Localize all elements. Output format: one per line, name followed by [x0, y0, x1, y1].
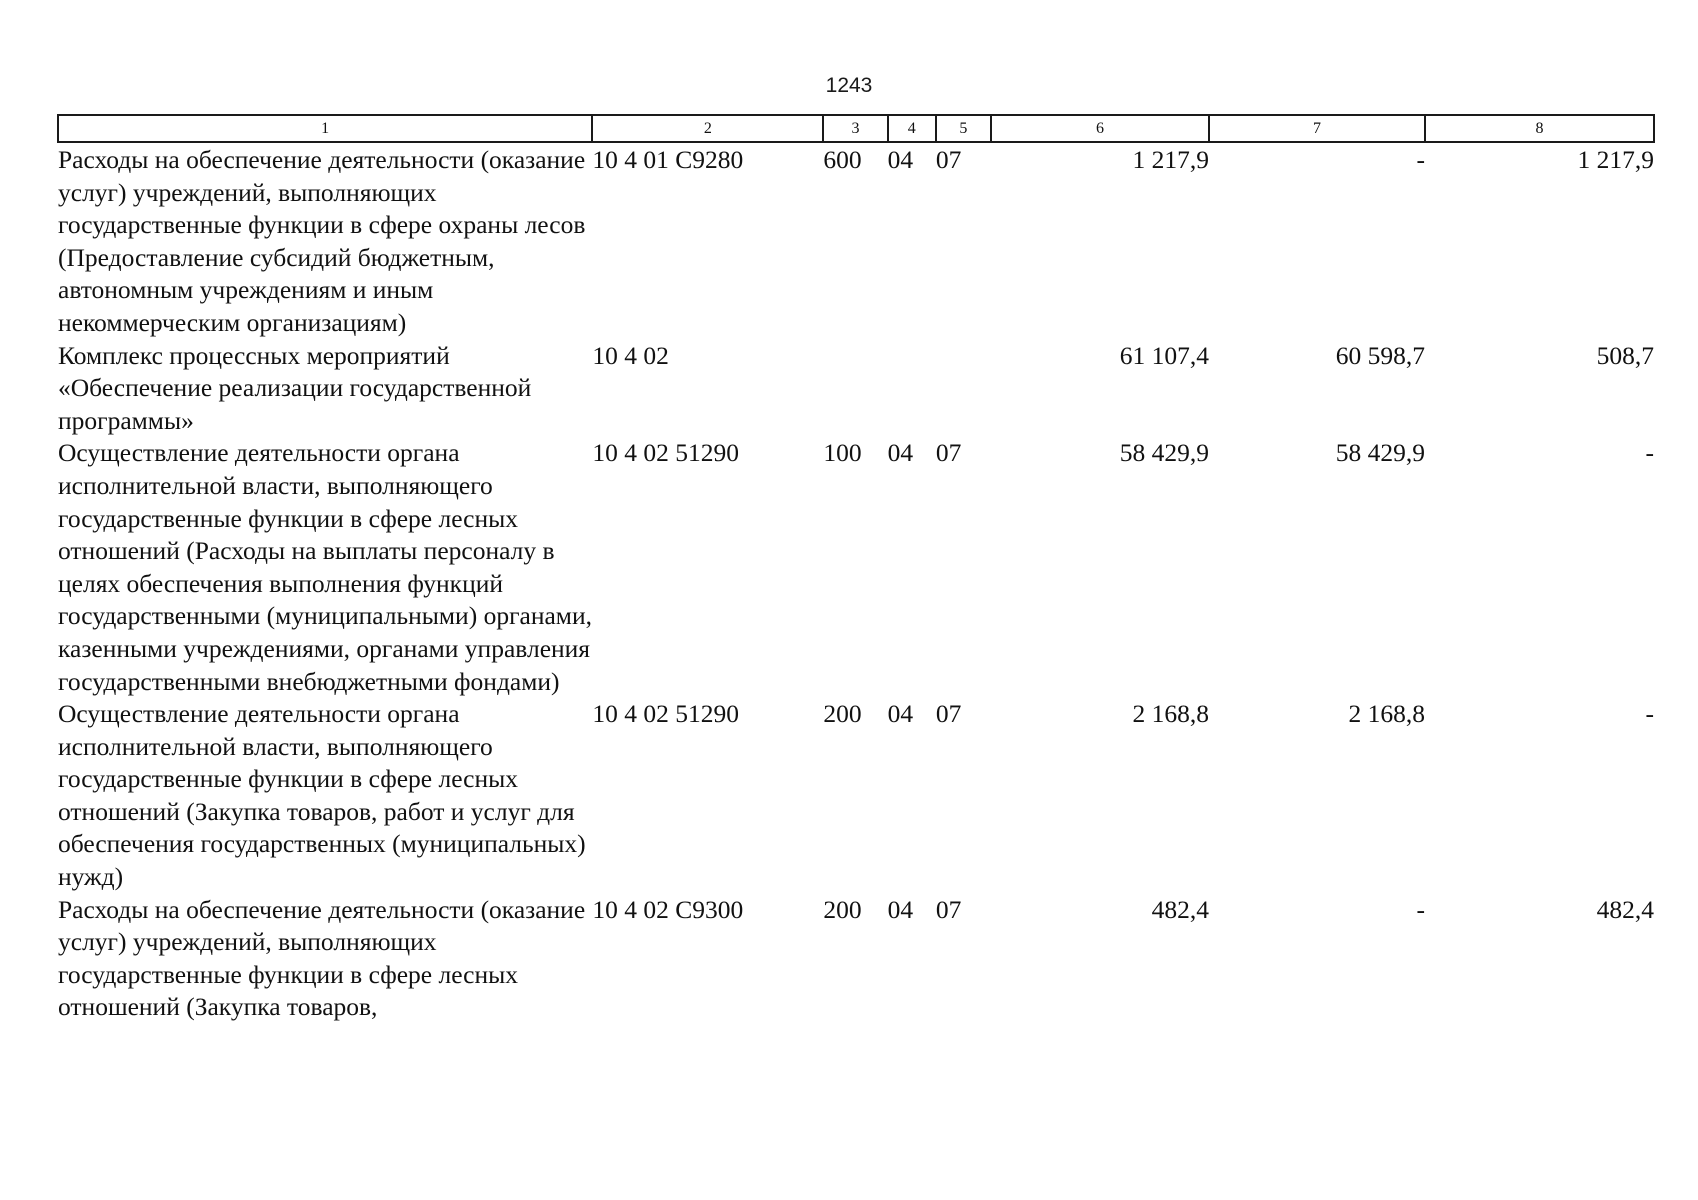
row-col6: 482,4 [1151, 894, 1209, 924]
row-col7: 60 598,7 [1335, 340, 1425, 370]
row-col8: 482,4 [1596, 894, 1654, 924]
header-row [58, 115, 1654, 142]
column-header: 5 [936, 115, 991, 142]
row-description: Осуществление деятельности органа исполнительной власти, выполняющего государственные функции в сфере лесных отношений (Расходы на выплаты персоналу в целях обеспечения выполнения функций государственными (муниципальными) органами, казенными учреждениями, органами управления государственными внебюджетными фондами) [58, 438, 592, 696]
column-header: 7 [1209, 115, 1425, 142]
row-col5: 07 [935, 894, 962, 924]
row-col3: 600 [823, 145, 862, 174]
table-row [58, 437, 1654, 698]
row-col4: 04 [887, 699, 914, 729]
row-col4: 04 [887, 438, 914, 468]
row-col6: 2 168,8 [1132, 699, 1209, 729]
row-col7: - [1416, 894, 1425, 924]
row-col3: 200 [823, 699, 862, 729]
row-code: 10 4 02 51290 [592, 699, 739, 729]
row-description: Осуществление деятельности органа исполнительной власти, выполняющего государственные функции в сфере лесных отношений (Закупка товаров, работ и услуг для обеспечения государственных (муниципальных) нужд) [58, 699, 586, 892]
row-description: Расходы на обеспечение деятельности (оказание услуг) учреждений, выполняющих государственные функции в сфере охраны лесов (Предоставление субсидий бюджетным, автономным учреждениям и иным некоммерческим организациям) [58, 145, 586, 337]
budget-table [57, 114, 1655, 1024]
table-row [58, 698, 1654, 894]
row-col6: 61 107,4 [1119, 340, 1209, 370]
column-header: 6 [991, 115, 1209, 142]
row-col5: 07 [935, 438, 962, 468]
row-col8: - [1645, 699, 1654, 729]
row-col3 [823, 340, 887, 438]
column-header: 2 [592, 115, 823, 142]
row-code: 10 4 02 [592, 340, 669, 370]
row-col8: 508,7 [1596, 340, 1654, 370]
row-code: 10 4 02 С9300 [592, 894, 744, 924]
row-col6: 58 429,9 [1119, 438, 1209, 468]
row-col4: 04 [887, 894, 914, 924]
row-col3: 100 [823, 438, 862, 468]
table-row [58, 142, 1654, 340]
row-col8: - [1645, 438, 1654, 468]
row-col4 [888, 340, 936, 438]
column-header: 1 [58, 115, 592, 142]
row-col7: 2 168,8 [1348, 699, 1425, 729]
row-description: Расходы на обеспечение деятельности (оказание услуг) учреждений, выполняющих государственные функции в сфере лесных отношений (Закупка товаров, [58, 894, 586, 1022]
page-number: 1243 [825, 74, 873, 97]
column-header: 3 [823, 115, 887, 142]
row-code: 10 4 01 С9280 [592, 145, 744, 174]
row-col7: 58 429,9 [1335, 438, 1425, 468]
column-header: 8 [1425, 115, 1654, 142]
row-col8: 1 217,9 [1577, 145, 1654, 174]
row-col7: - [1416, 145, 1425, 174]
row-description: Комплекс процессных мероприятий «Обеспечение реализации государственной программы» [58, 340, 532, 435]
row-col5: 07 [935, 145, 962, 174]
table-row [58, 340, 1654, 438]
row-col3: 200 [823, 894, 862, 924]
row-col5 [936, 340, 991, 438]
column-header: 4 [888, 115, 936, 142]
row-col4: 04 [887, 145, 914, 174]
row-col5: 07 [935, 699, 962, 729]
row-code: 10 4 02 51290 [592, 438, 739, 468]
row-col6: 1 217,9 [1132, 145, 1209, 174]
table-row [58, 894, 1654, 1024]
